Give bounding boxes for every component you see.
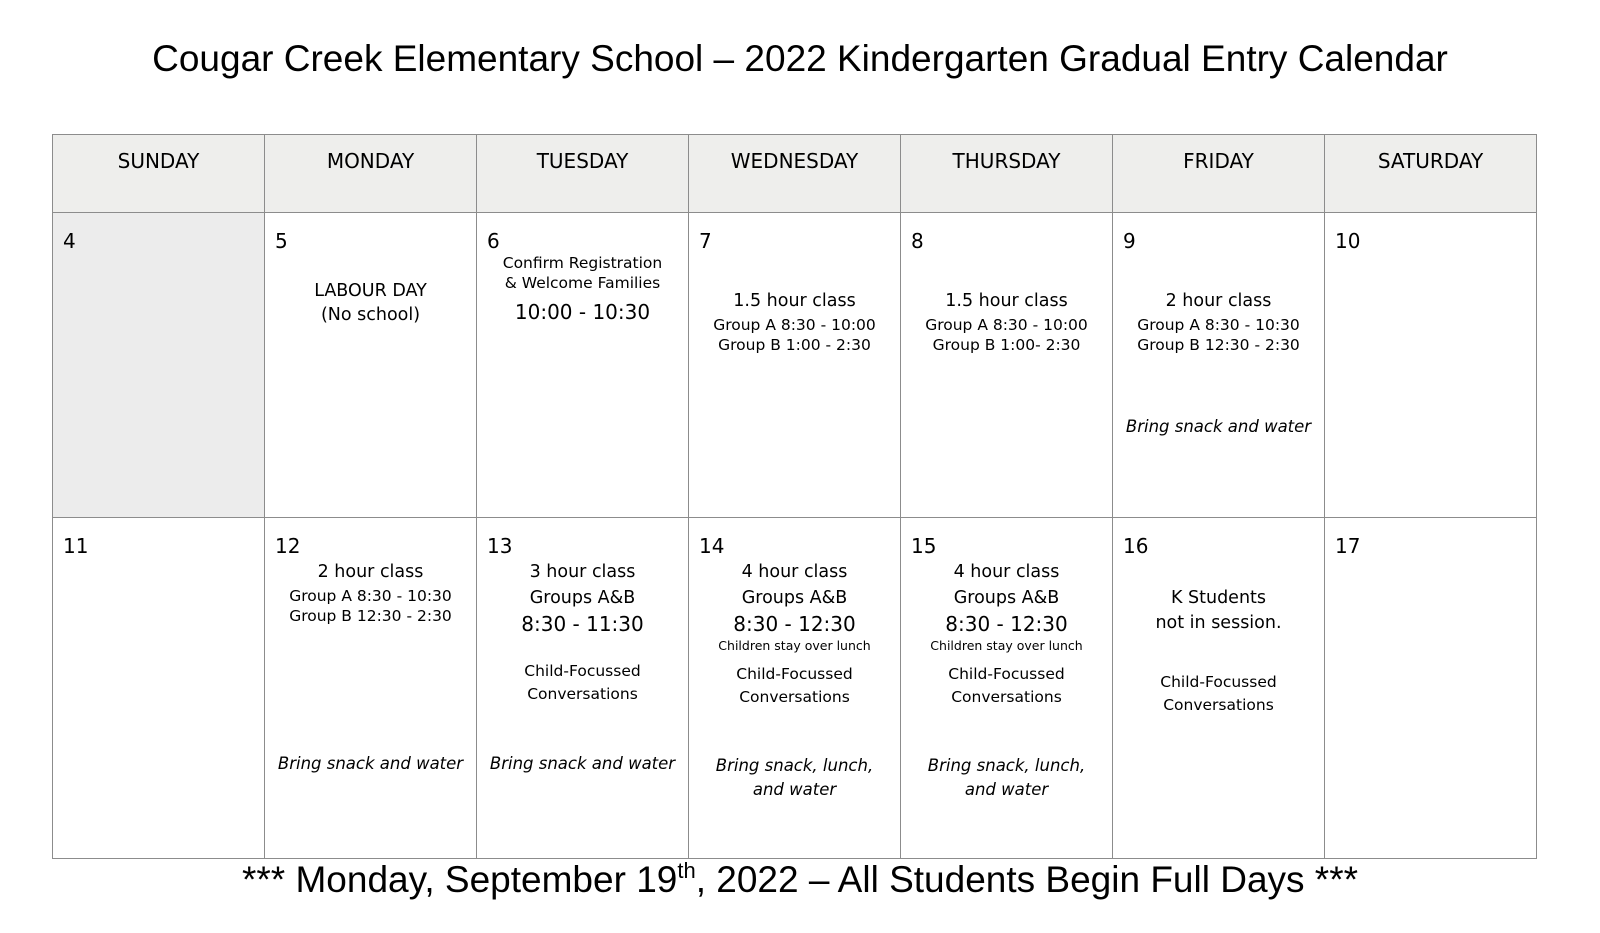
- day-number: 14: [699, 534, 725, 558]
- day-cell-17: [1325, 518, 1537, 859]
- day-cell-8: [901, 213, 1113, 518]
- class-heading: 4 hour class: [741, 562, 848, 582]
- bring-note: Bring snack, lunch, and water: [927, 756, 1086, 799]
- class-time: 8:30 - 12:30: [945, 612, 1068, 636]
- conversations-label: Child-Focussed Conversations: [736, 665, 853, 706]
- weekday-header-tuesday: TUESDAY: [477, 135, 689, 213]
- event-time: 10:00 - 10:30: [514, 300, 651, 324]
- weekday-header-saturday: SATURDAY: [1325, 135, 1537, 213]
- day-number: 7: [699, 229, 712, 253]
- class-heading: 2 hour class: [317, 562, 424, 582]
- bring-note: Bring snack, lunch, and water: [715, 756, 874, 799]
- group-schedule: Group A 8:30 - 10:30 Group B 12:30 - 2:30: [289, 587, 452, 625]
- group-schedule: Group A 8:30 - 10:00 Group B 1:00 - 2:30: [713, 316, 876, 354]
- week-row-1: [53, 213, 1537, 518]
- day-number: 15: [911, 534, 937, 558]
- calendar-table: [52, 134, 1537, 859]
- day-number: 5: [275, 229, 288, 253]
- day-cell-6: [477, 213, 689, 518]
- day-cell-13: [477, 518, 689, 859]
- day-number: 16: [1123, 534, 1149, 558]
- day-cell-15: [901, 518, 1113, 859]
- day-cell-7: [689, 213, 901, 518]
- day-number: 8: [911, 229, 924, 253]
- class-heading: 2 hour class: [1165, 291, 1272, 311]
- conversations-label: Child-Focussed Conversations: [524, 662, 641, 703]
- group-schedule: Group A 8:30 - 10:30 Group B 12:30 - 2:30: [1137, 316, 1300, 354]
- groups-label: Groups A&B: [741, 588, 848, 608]
- weekday-header-wednesday: WEDNESDAY: [689, 135, 901, 213]
- class-heading: 3 hour class: [529, 562, 636, 582]
- day-number: 11: [63, 534, 89, 558]
- event-description: Confirm Registration & Welcome Families: [502, 254, 663, 292]
- day-cell-9: [1113, 213, 1325, 518]
- day-number: 13: [487, 534, 513, 558]
- week-row-2: [53, 518, 1537, 859]
- bring-note: Bring snack and water: [277, 754, 464, 773]
- class-time: 8:30 - 11:30: [521, 612, 644, 636]
- weekday-header-friday: FRIDAY: [1113, 135, 1325, 213]
- day-number: 17: [1335, 534, 1361, 558]
- day-number: 4: [63, 229, 76, 253]
- group-schedule: Group A 8:30 - 10:00 Group B 1:00- 2:30: [925, 316, 1088, 354]
- day-cell-10: [1325, 213, 1537, 518]
- lunch-note: Children stay over lunch: [718, 638, 871, 653]
- bring-note: Bring snack and water: [489, 754, 676, 773]
- bring-note: Bring snack and water: [1125, 417, 1312, 436]
- conversations-label: Child-Focussed Conversations: [948, 665, 1065, 706]
- day-cell-14: [689, 518, 901, 859]
- full-days-announcement: *** Monday, September 19th, 2022 – All Students Begin Full Days ***: [242, 858, 1358, 900]
- class-heading: 1.5 hour class: [733, 291, 856, 311]
- class-heading: 1.5 hour class: [945, 291, 1068, 311]
- conversations-label: Child-Focussed Conversations: [1160, 673, 1277, 714]
- weekday-header-monday: MONDAY: [265, 135, 477, 213]
- page-title: Cougar Creek Elementary School – 2022 Kindergarten Gradual Entry Calendar: [152, 38, 1448, 79]
- day-cell-16: [1113, 518, 1325, 859]
- day-number: 9: [1123, 229, 1136, 253]
- holiday-label: LABOUR DAY (No school): [314, 281, 427, 325]
- groups-label: Groups A&B: [529, 588, 636, 608]
- day-cell-5: [265, 213, 477, 518]
- groups-label: Groups A&B: [953, 588, 1060, 608]
- day-number: 10: [1335, 229, 1361, 253]
- day-cell-12: [265, 518, 477, 859]
- weekday-header-thursday: THURSDAY: [901, 135, 1113, 213]
- day-cell-11: [53, 518, 265, 859]
- day-number: 6: [487, 229, 500, 253]
- weekday-header-sunday: SUNDAY: [53, 135, 265, 213]
- lunch-note: Children stay over lunch: [930, 638, 1083, 653]
- day-cell-4: [53, 213, 265, 518]
- not-in-session-label: K Students not in session.: [1155, 588, 1282, 633]
- day-number: 12: [275, 534, 301, 558]
- weekday-header-row: [53, 135, 1537, 213]
- class-time: 8:30 - 12:30: [733, 612, 856, 636]
- class-heading: 4 hour class: [953, 562, 1060, 582]
